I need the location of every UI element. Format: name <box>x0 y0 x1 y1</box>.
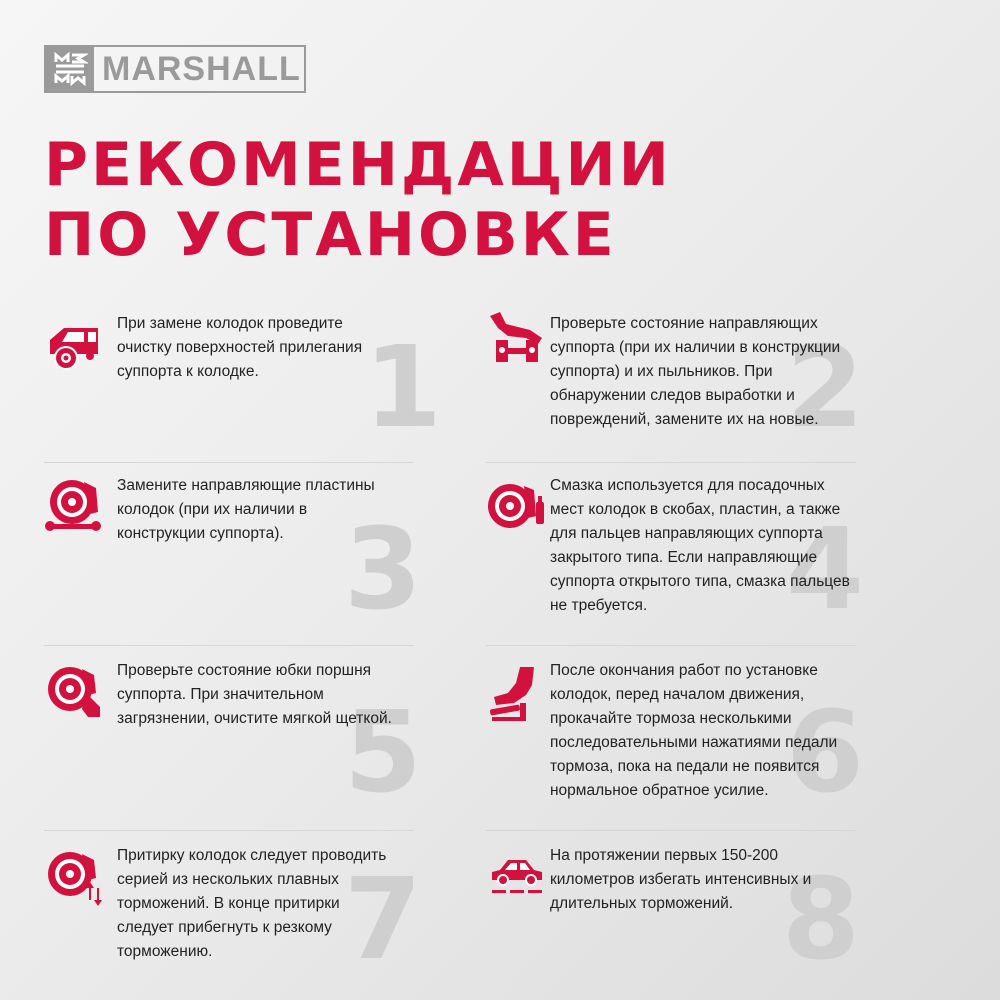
row-divider <box>486 645 856 646</box>
row-divider <box>44 462 414 463</box>
list-item <box>486 310 866 455</box>
list-item <box>44 472 424 635</box>
item-number: 2 <box>786 323 864 453</box>
item-text: Притирку колодок следует проводить серией из нескольких плавных торможений. В конце притирки следует прибегнуть к резкому торможению. <box>117 847 387 960</box>
page-title <box>44 130 672 270</box>
item-text: Проверьте состояние юбки поршня суппорта. При значительном загрязнении, очистите мягкой щеткой. <box>117 662 392 727</box>
caliper-guides-icon <box>486 310 546 370</box>
brake-disc-arrows-icon <box>44 848 104 908</box>
item-text: Замените направляющие пластины колодок (при их наличии в конструкции суппорта). <box>117 477 375 542</box>
item-text: Проверьте состояние направляющих суппорта (при их наличии в конструкции суппорта) и их пыльников. При обнаружении следов выработки и повреждений, замените их на новые. <box>550 315 841 428</box>
logo-text: MARSHALL <box>102 49 301 88</box>
logo-mark-icon <box>46 47 94 91</box>
brake-pedal-icon <box>486 663 546 723</box>
row-divider <box>486 462 856 463</box>
car-speed-icon <box>486 846 546 906</box>
row-divider <box>486 830 856 831</box>
item-number: 3 <box>344 505 422 635</box>
list-item <box>486 472 866 637</box>
brake-disc-grease-icon <box>486 478 546 538</box>
row-divider <box>44 830 414 831</box>
van-wheel-icon <box>44 314 104 374</box>
item-number: 1 <box>364 323 442 453</box>
item-text: Смазка используется для посадочных мест колодок в скобах, пластин, а также для пальцев направляющих суппорта закрытого типа. Если направляющие суппорта открытого типа, смазка пальцев не требуется. <box>550 477 850 614</box>
item-text: При замене колодок проведите очистку поверхностей прилегания суппорта к колодке. <box>117 315 363 380</box>
list-item <box>486 842 866 992</box>
list-item <box>44 657 424 817</box>
list-item <box>486 657 866 822</box>
item-text: На протяжении первых 150-200 километров избегать интенсивных и длительных торможений. <box>550 847 812 912</box>
title-line-2: ПО УСТАНОВКЕ <box>44 200 617 270</box>
item-text: После окончания работ по установке колодок, перед началом движения, прокачайте тормоза несколькими последовательными нажатиями педали тормоза, пока на педали не появится нормальное обратное усилие. <box>550 662 838 799</box>
brake-disc-wrench-icon <box>44 476 104 536</box>
list-item <box>44 842 424 992</box>
item-number: 6 <box>786 688 864 818</box>
brake-disc-brush-icon <box>44 663 104 723</box>
brand-logo <box>44 45 306 93</box>
item-number: 4 <box>786 505 864 635</box>
item-number: 5 <box>344 688 422 818</box>
title-line-1: РЕКОМЕНДАЦИИ <box>44 130 672 200</box>
item-number: 8 <box>782 855 860 985</box>
row-divider <box>44 645 414 646</box>
item-number: 7 <box>344 855 422 985</box>
list-item <box>44 310 442 453</box>
